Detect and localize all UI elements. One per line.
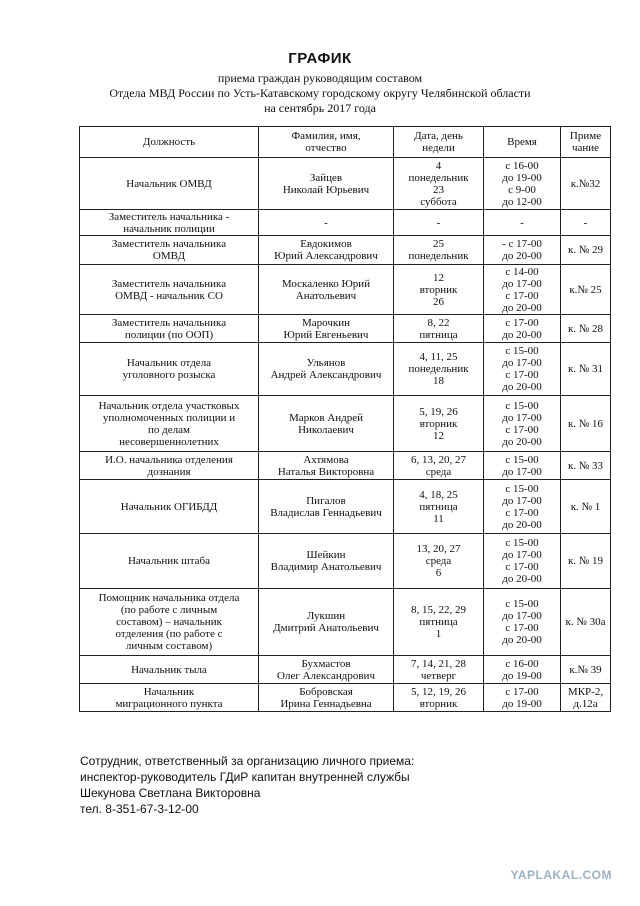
cell-time: с 17-00 до 19-00 [484, 684, 561, 712]
cell-name: Пигалов Владислав Геннадьевич [259, 480, 394, 534]
cell-position: Начальник миграционного пункта [80, 684, 259, 712]
table-row [80, 315, 611, 343]
cell-name: - [259, 210, 394, 236]
cell-note: - [561, 210, 611, 236]
cell-note: к. № 1 [561, 480, 611, 534]
cell-position: Заместитель начальника ОМВД - начальник СО [80, 265, 259, 315]
table-row [80, 158, 611, 210]
table-row [80, 396, 611, 452]
cell-date: 13, 20, 27 среда 6 [394, 534, 484, 589]
cell-date: 7, 14, 21, 28 четверг [394, 656, 484, 684]
cell-time: - [484, 210, 561, 236]
cell-date: 25 понедельник [394, 236, 484, 265]
cell-note: к. № 31 [561, 343, 611, 396]
column-header-note: Приме чание [561, 127, 611, 158]
footer-line-phone: тел. 8-351-67-3-12-00 [80, 802, 199, 816]
column-header-position: Должность [80, 127, 259, 158]
table-row [80, 343, 611, 396]
cell-name: Марков Андрей Николаевич [259, 396, 394, 452]
cell-name: Марочкин Юрий Евгеньевич [259, 315, 394, 343]
cell-name: Бухмастов Олег Александрович [259, 656, 394, 684]
table-row [80, 265, 611, 315]
table-row [80, 452, 611, 480]
cell-date: 5, 19, 26 вторник 12 [394, 396, 484, 452]
cell-name: Ахтямова Наталья Викторовна [259, 452, 394, 480]
cell-note: к. № 30а [561, 589, 611, 656]
cell-note: к.№ 39 [561, 656, 611, 684]
cell-time: с 15-00 до 17-00 с 17-00 до 20-00 [484, 534, 561, 589]
cell-note: к.№ 25 [561, 265, 611, 315]
cell-name: Ульянов Андрей Александрович [259, 343, 394, 396]
subtitle-line-3: на сентябрь 2017 года [264, 101, 376, 115]
footer-line-rank: инспектор-руководитель ГДиР капитан внутренней службы [80, 770, 410, 784]
cell-time: - с 17-00 до 20-00 [484, 236, 561, 265]
cell-note: к.№32 [561, 158, 611, 210]
cell-date: 8, 15, 22, 29 пятница 1 [394, 589, 484, 656]
table-row [80, 684, 611, 712]
cell-note: к. № 29 [561, 236, 611, 265]
cell-name: Москаленко Юрий Анатольевич [259, 265, 394, 315]
watermark: YAPLAKAL.COM [510, 868, 612, 882]
cell-time: с 15-00 до 17-00 с 17-00 до 20-00 [484, 589, 561, 656]
document-title: ГРАФИК [288, 50, 352, 67]
cell-position: Заместитель начальника полиции (по ООП) [80, 315, 259, 343]
cell-position: Начальник ОГИБДД [80, 480, 259, 534]
cell-date: 4, 11, 25 понедельник 18 [394, 343, 484, 396]
cell-note: к. № 19 [561, 534, 611, 589]
cell-name: Бобровская Ирина Геннадьевна [259, 684, 394, 712]
table-row [80, 589, 611, 656]
cell-time: с 15-00 до 17-00 [484, 452, 561, 480]
cell-time: с 15-00 до 17-00 с 17-00 до 20-00 [484, 480, 561, 534]
cell-note: к. № 33 [561, 452, 611, 480]
cell-position: Начальник отдела участковых уполномоченных полиции и по делам несовершеннолетних [80, 396, 259, 452]
cell-position: Помощник начальника отдела (по работе с личным составом) – начальник отделения (по работе с личным составом) [80, 589, 259, 656]
cell-position: Начальник отдела уголовного розыска [80, 343, 259, 396]
cell-time: с 16-00 до 19-00 с 9-00 до 12-00 [484, 158, 561, 210]
cell-time: с 16-00 до 19-00 [484, 656, 561, 684]
table-header-row [80, 127, 611, 158]
cell-note: к. № 28 [561, 315, 611, 343]
footer-line-responsible: Сотрудник, ответственный за организацию личного приема: [80, 754, 415, 768]
cell-name: Шейкин Владимир Анатольевич [259, 534, 394, 589]
cell-time: с 15-00 до 17-00 с 17-00 до 20-00 [484, 343, 561, 396]
footer-contact [80, 753, 414, 817]
cell-position: Начальник ОМВД [80, 158, 259, 210]
cell-position: Начальник штаба [80, 534, 259, 589]
table-row [80, 480, 611, 534]
cell-position: Заместитель начальника - начальник полиции [80, 210, 259, 236]
cell-position: И.О. начальника отделения дознания [80, 452, 259, 480]
cell-position: Заместитель начальника ОМВД [80, 236, 259, 265]
subtitle-line-2: Отдела МВД России по Усть-Катавскому городскому округу Челябинской области [109, 86, 531, 100]
column-header-time: Время [484, 127, 561, 158]
cell-date: 4 понедельник 23 суббота [394, 158, 484, 210]
cell-name: Лукшин Дмитрий Анатольевич [259, 589, 394, 656]
cell-time: с 15-00 до 17-00 с 17-00 до 20-00 [484, 396, 561, 452]
cell-date: 8, 22 пятница [394, 315, 484, 343]
cell-position: Начальник тыла [80, 656, 259, 684]
column-header-name: Фамилия, имя, отчество [259, 127, 394, 158]
cell-name: Зайцев Николай Юрьевич [259, 158, 394, 210]
cell-time: с 17-00 до 20-00 [484, 315, 561, 343]
column-header-date: Дата, день недели [394, 127, 484, 158]
subtitle-line-1: приема граждан руководящим составом [217, 71, 423, 85]
footer-line-name: Шекунова Светлана Викторовна [80, 786, 261, 800]
cell-date: 4, 18, 25 пятница 11 [394, 480, 484, 534]
table-row [80, 534, 611, 589]
schedule-table [79, 126, 611, 712]
cell-note: МКР-2, д.12а [561, 684, 611, 712]
cell-date: 5, 12, 19, 26 вторник [394, 684, 484, 712]
cell-note: к. № 16 [561, 396, 611, 452]
cell-date: 6, 13, 20, 27 среда [394, 452, 484, 480]
cell-date: - [394, 210, 484, 236]
cell-name: Евдокимов Юрий Александрович [259, 236, 394, 265]
table-row [80, 656, 611, 684]
table-row [80, 210, 611, 236]
table-row [80, 236, 611, 265]
cell-date: 12 вторник 26 [394, 265, 484, 315]
cell-time: с 14-00 до 17-00 с 17-00 до 20-00 [484, 265, 561, 315]
